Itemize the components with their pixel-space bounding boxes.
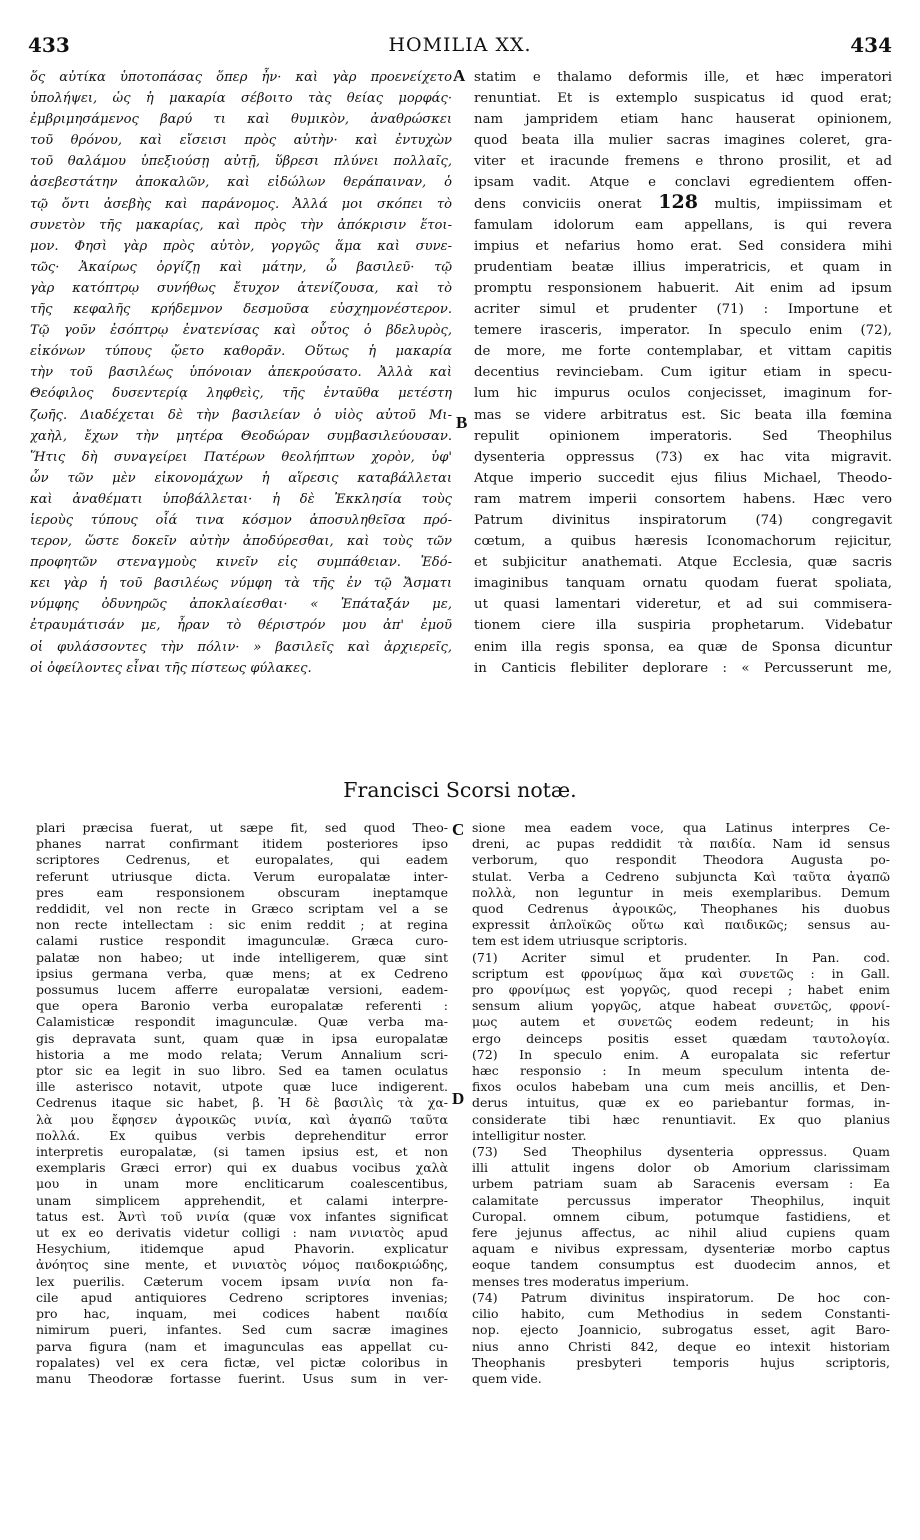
text-line: sione mea eadem voce, qua Latinus interpres Ce-	[472, 820, 890, 835]
text-line: phanes narrat confirmant itidem posteriores ipso	[36, 836, 448, 852]
text-line: καὶ ἀναθέματι ὑποβάλλεται· ἡ δὲ Ἐκκλησία τοὺς	[30, 491, 452, 507]
text-line: pres eam responsionem obscuram ineptamque	[36, 884, 448, 900]
text-line: Τῷ γοῦν ἐσόπτρῳ ἐνατενίσας καὶ οὗτος ὁ βδελυρὸς,	[30, 323, 452, 339]
running-header	[28, 33, 892, 59]
text-line: ὑπολήψει, ὡς ἡ μακαρία σέβοιτο τὰς θείας μορφάς·	[30, 91, 452, 107]
text-line: viter et iracunde fremens e throno prosilit, et ad	[474, 154, 892, 170]
text-line: manu Theodoræ fortasse fuerint. Usus sum in ver-	[36, 1370, 448, 1386]
text-line: sensum alium γοργῶς, atque habeat συνετῶς, φρονί-	[472, 998, 890, 1014]
section-heading: Francisci Scorsi notæ.	[343, 778, 577, 802]
text-line: cilio habito, cum Methodius in sedem Constanti-	[472, 1306, 890, 1322]
text-line: imaginibus tanquam ornatu quodam fuerat spoliata,	[474, 576, 892, 592]
text-line: eoque tandem consumptus est duodecim annos, et	[472, 1257, 890, 1273]
text-line: τῆς κεφαλῆς κρήδεμνον δεσμοῦσα εὐσχημονέστερον.	[30, 302, 452, 318]
text-line: (72) In speculo enim. A europalata sic refertur	[472, 1046, 890, 1062]
text-line: intelligitur noster.	[472, 1127, 587, 1143]
text-line: exemplaris Græci error) qui ex duabus vocibus χαλὰ	[36, 1160, 448, 1176]
text-line: Curopal. omnem cibum, potumque fastidiens, et	[472, 1208, 890, 1224]
text-line: promptu responsionem habuerit. Ait enim ad ipsum	[474, 280, 892, 296]
text-line: historia a me modo relata; Verum Annalium scri-	[36, 1046, 448, 1062]
text-line: κει γὰρ ἡ τοῦ βασιλέως νύμφη τὰ τῆς ἐν τῷ Ἄσματι	[30, 576, 452, 592]
text-line: nimirum pueri, infantes. Sed cum sacræ imagines	[36, 1322, 448, 1338]
text-line: tatus est. Ἀντὶ τοῦ νινία (quæ vox infantes significat	[36, 1208, 448, 1224]
text-line: πολλά. Ex quibus verbis deprehenditur error	[36, 1127, 448, 1143]
text-line: possumus lucem afferre europalatæ versioni, eadem-	[36, 982, 448, 998]
text-line: μου in unam more encliticarum coalescentibus,	[36, 1176, 448, 1192]
text-line: ὅς αὐτίκα ὑποτοπάσας ὅπερ ἦν· καὶ γὰρ προενείχετο	[30, 70, 452, 85]
text-line: scriptum est φρονίμως ἅμα καὶ συνετῶς : in Gall.	[472, 965, 890, 981]
text-line: urbem patriam suam ab Saracenis eversam : Ea	[472, 1176, 890, 1192]
text-line: συνετὸν τῆς μακαρίας, καὶ πρὸς τὴν ἀπόκρισιν ἕτοι-	[30, 217, 452, 233]
text-line: nam jampridem etiam hanc hauserat opinionem,	[474, 112, 892, 128]
text-line: ropalates) vel ex cera fictæ, vel pictæ coloribus in	[36, 1354, 448, 1370]
text-line: menses tres moderatus imperium.	[472, 1273, 690, 1289]
text-line: fere jejunus affectus, ac nihil aliud cupiens quam	[472, 1225, 890, 1241]
text-line: dysenteria oppressus (73) ex hac vita migravit.	[474, 449, 892, 465]
text-line: (74) Patrum divinitus inspiratorum. De hoc con-	[472, 1289, 890, 1305]
page-title: HOMILIA XX.	[388, 34, 532, 56]
text-line: ram matrem imperii consortem habens. Hæc vero	[474, 491, 892, 507]
text-line: ἀσεβεστάτην ἀποκαλῶν, καὶ εἰδώλων θεράπαιναν, ὁ	[30, 175, 452, 191]
text-line: et subjicitur anathemati. Atque Ecclesia, quæ sacris	[474, 555, 892, 571]
text-line: ἐμβριμησάμενος βαρύ τι καὶ θυμικὸν, ἀναθρώσκει	[30, 112, 452, 128]
latin-text-column	[474, 67, 892, 679]
text-line: ut quasi lamentari videretur, et ad sui commisera-	[474, 597, 892, 613]
text-line: illi attulit ingens dolor ob Amorium clarissimam	[472, 1160, 890, 1176]
text-line: ἱεροὺς τύπους οἷά τινα κόσμον ἀποσυληθεῖσα πρό-	[30, 512, 452, 528]
text-line: τερον, ὥστε δοκεῖν αὐτὴν ἀποδύρεσθαι, καὶ τοὺς τῶν	[30, 534, 452, 550]
text-line: unam simplicem apprehendit, et calami interpre-	[36, 1192, 448, 1208]
text-line: τοῦ θαλάμου ὑπεξιούσῃ αὐτῇ, ὕβρεσι πλύνει πολλαῖς,	[30, 154, 452, 170]
text-line: cile apud antiquiores Cedreno scriptores invenias;	[36, 1289, 448, 1305]
text-line: τῶς· Ἀκαίρως ὀργίζῃ καὶ μάτην, ὦ βασιλεῦ· τῷ	[30, 259, 452, 275]
text-line: Θεόφιλος δυσεντερίᾳ ληφθεὶς, τῆς ἐνταῦθα μετέστη	[30, 386, 452, 402]
text-line: palatæ non habeo; ut inde intelligerem, quæ sint	[36, 949, 448, 965]
greek-text-column	[30, 67, 452, 679]
notes-right-column	[472, 820, 890, 1387]
text-line: Atque imperio succedit ejus filius Michael, Theodo-	[474, 470, 892, 486]
text-line: Patrum divinitus inspiratorum (74) congregavit	[474, 512, 892, 528]
text-line: (71) Acriter simul et prudenter. In Pan. cod.	[472, 949, 890, 965]
text-line: stulat. Verba a Cedreno subjuncta Καὶ ταῦτα ἀγαπῶ	[472, 868, 890, 884]
text-line: quod beata illa mulier sacras imagines coleret, gra-	[474, 133, 892, 149]
text-line: ptor sic ea legit in suo libro. Sed ea tamen oculatus	[36, 1063, 448, 1079]
text-line: Calamisticæ respondit imagunculæ. Quæ verba ma-	[36, 1014, 448, 1030]
text-line: fixos oculos habebam una cum meis ancillis, et Den-	[472, 1079, 890, 1095]
text-line: expressit ἀπλοϊκῶς οὕτω καὶ παιδικῶς; sensus au-	[472, 917, 890, 933]
text-line: χαὴλ, ἔχων τὴν μητέρα Θεοδώραν συμβασιλεύουσαν.	[30, 428, 452, 444]
left-page-number: 433	[28, 33, 70, 57]
text-line: gis depravata sunt, quam quæ in ipsa europalatæ	[36, 1030, 448, 1046]
text-line: οἱ φυλάσσοντες τὴν πόλιν· » βασιλεῖς καὶ ἀρχιερεῖς,	[30, 639, 452, 655]
text-line: τῷ ὄντι ἀσεβὴς καὶ παράνομος. Ἀλλά μοι σκόπει τὸ	[30, 196, 452, 212]
text-line: (73) Sed Theophilus dysenteria oppressus. Quam	[472, 1144, 890, 1160]
text-line: οἱ ὀφείλοντες εἶναι τῆς πίστεως φύλακες.	[30, 660, 312, 676]
text-line: impius et nefarius homo erat. Sed considera mihi	[474, 238, 892, 254]
text-line: in Canticis flebiliter deplorare : « Percusserunt me,	[474, 660, 892, 676]
text-line: aquam e nivibus expressam, dysenteriæ morbo captus	[472, 1241, 890, 1257]
text-line: reddidit, vel non recte in Græco scriptam vel a se	[36, 901, 448, 917]
text-line: ille asterisco notavit, utpote quæ luce indigerent.	[36, 1079, 448, 1095]
text-line: tem est idem utriusque scriptoris.	[472, 933, 688, 949]
margin-letter-c: C	[452, 820, 465, 839]
text-line: ἀνόητος sine mente, et νινιατὸς νόμος παιδοκριώδης,	[36, 1257, 448, 1273]
column-number: 128	[658, 193, 698, 213]
text-line: εἰκόνων τύπους ᾤετο καθορᾶν. Οὕτως ἡ μακαρία	[30, 344, 452, 360]
text-line: lex puerilis. Cæterum vocem ipsam νινία non fa-	[36, 1273, 448, 1289]
text-line: statim e thalamo deformis ille, et hæc imperatori	[474, 70, 892, 85]
text-line: pro φρονίμως est γοργῶς, quod recepi ; habet enim	[472, 982, 890, 998]
text-line: ut ex eo derivatis videtur colligi : nam νινιατὸς apud	[36, 1225, 448, 1241]
text-line: ipsam vadit. Atque e conclavi egredientem offen-	[474, 175, 892, 191]
text-line: repulit opinionem imperatoris. Sed Theophilus	[474, 428, 892, 444]
text-line: enim illa regis sponsa, ea quæ de Sponsa dicuntur	[474, 639, 892, 655]
text-line: μως autem et συνετῶς eodem redeunt; in his	[472, 1014, 890, 1030]
text-line: derus intuitus, quæ ex eo pariebantur formas, in-	[472, 1095, 890, 1111]
text-line: mas se videre arbitratus est. Sic beata illa fœmina	[474, 407, 892, 423]
text-line: ipsius germana verba, quæ mens; at ex Cedreno	[36, 965, 448, 981]
text-line: πολλὰ, non leguntur in meis exemplaribus. Demum	[472, 884, 890, 900]
text-line: dreni, ac pupas reddidit τὰ παιδία. Nam id sensus	[472, 836, 890, 852]
text-line: referunt utriusque dicta. Verum europalatæ inter-	[36, 868, 448, 884]
margin-letter-a: A	[453, 66, 466, 85]
text-line: temere irasceris, imperator. In speculo enim (72),	[474, 323, 892, 339]
text-line: scriptores Cedrenus, et europalates, qui eadem	[36, 852, 448, 868]
text-line: que opera Baronio verba europalatæ referenti :	[36, 998, 448, 1014]
text-line: ergo deinceps positis esset quædam ταυτολογία.	[472, 1030, 890, 1046]
text-line: τοῦ θρόνου, καὶ εἴσεισι πρὸς αὐτὴν· καὶ ἐντυχὼν	[30, 133, 452, 149]
notes-left-column	[36, 820, 448, 1387]
text-line: hæc responsio : In meum speculum intenta de-	[472, 1063, 890, 1079]
text-line: Cedrenus itaque sic habet, β. Ἡ δὲ βασιλὶς τὰ χα-	[36, 1095, 448, 1111]
text-line: interpretis europalatæ, (si tamen ipsius est, et non	[36, 1144, 448, 1160]
text-line: τὴν τοῦ βασιλέως ὑπόνοιαν ἀπεκρούσατο. Ἀλλὰ καὶ	[30, 365, 452, 381]
text-line: quod Cedrenus ἀγροικῶς, Theophanes his duobus	[472, 901, 890, 917]
text-line: decentius revinciebam. Cum igitur etiam in specu-	[474, 365, 892, 381]
text-line: νύμφης ὀδυνηρῶς ἀποκλαίεσθαι· « Ἐπάταξάν με,	[30, 597, 452, 613]
text-line: cœtum, a quibus hæresis Iconomachorum rejicitur,	[474, 534, 892, 550]
text-line: calami rustice respondit imagunculæ. Græca curo-	[36, 933, 448, 949]
text-line: calamitate percussus imperator Theophilus, inquit	[472, 1192, 890, 1208]
text-line: ἐτραυμάτισάν με, ἦραν τὸ θέριστρόν μου ἀπ' ἐμοῦ	[30, 618, 452, 634]
text-line: verborum, quo respondit Theodora Augusta po-	[472, 852, 890, 868]
text-line: famulam idolorum eam appellans, is qui revera	[474, 217, 892, 233]
text-line: γὰρ κατόπτρῳ συνήθως ἔτυχον ἀτενίζουσα, καὶ τὸ	[30, 280, 452, 296]
text-line: λὰ μου ἔφησεν ἀγροικῶς νινία, καὶ ἀγαπῶ ταῦτα	[36, 1111, 448, 1127]
margin-letter-d: D	[452, 1089, 465, 1108]
text-line: de more, me forte contemplabar, et vittam capitis	[474, 344, 892, 360]
text-line: pro hac, inquam, mei codices habent παιδία	[36, 1306, 448, 1322]
text-line: ζωῆς. Διαδέχεται δὲ τὴν βασιλείαν ὁ υἱὸς αὐτοῦ Μι-	[30, 407, 452, 423]
text-line: parva figura (nam et imagunculas eas appellat cu-	[36, 1338, 448, 1354]
text-line: προφητῶν στεναγμοὺς κινεῖν εἰς συμπάθειαν. Ἐδό-	[30, 555, 452, 571]
text-line: μον. Φησὶ γὰρ πρὸς αὐτὸν, γοργῶς ἅμα καὶ συνε-	[30, 238, 452, 254]
text-line: non recte intellectam : sic enim reddit ; at regina	[36, 917, 448, 933]
text-line: renuntiat. Et is extemplo suspicatus id quod erat;	[474, 91, 892, 107]
text-line: quem vide.	[472, 1370, 542, 1386]
text-line: prudentiam beatæ illius imperatricis, et quam in	[474, 259, 892, 275]
text-line: Hesychium, itidemque apud Phavorin. explicatur	[36, 1241, 448, 1257]
text-line: nop. ejecto Joannicio, subrogatus esset, agit Baro-	[472, 1322, 890, 1338]
text-line: nius anno Christi 842, deque eo intexit historiam	[472, 1338, 890, 1354]
line-text: multis, impiissimam et	[697, 196, 892, 212]
line-with-column-number	[474, 194, 892, 215]
right-page-number: 434	[850, 33, 892, 57]
text-line: plari præcisa fuerat, ut sæpe fit, sed quod Theo-	[36, 820, 448, 835]
text-line: Ἥτις δὴ συναγείρει Πατέρων θεολήπτων χορὸν, ὑφ'	[30, 449, 452, 465]
text-line: lum hic impurus oculos conjecisset, imaginum for-	[474, 386, 892, 402]
text-line: ὧν τῶν μὲν εἰκονομάχων ἡ αἵρεσις καταβάλλεται	[30, 470, 452, 486]
text-line: tionem ciere illa suspiria prophetarum. Videbatur	[474, 618, 892, 634]
text-line: Theophanis presbyteri temporis hujus scriptoris,	[472, 1354, 890, 1370]
text-line: considerate tibi hæc renuntiavit. Ex quo planius	[472, 1111, 890, 1127]
margin-letter-b: B	[456, 413, 468, 432]
line-text: dens conviciis onerat	[474, 196, 659, 212]
text-line: acriter simul et prudenter (71) : Importune et	[474, 302, 892, 318]
